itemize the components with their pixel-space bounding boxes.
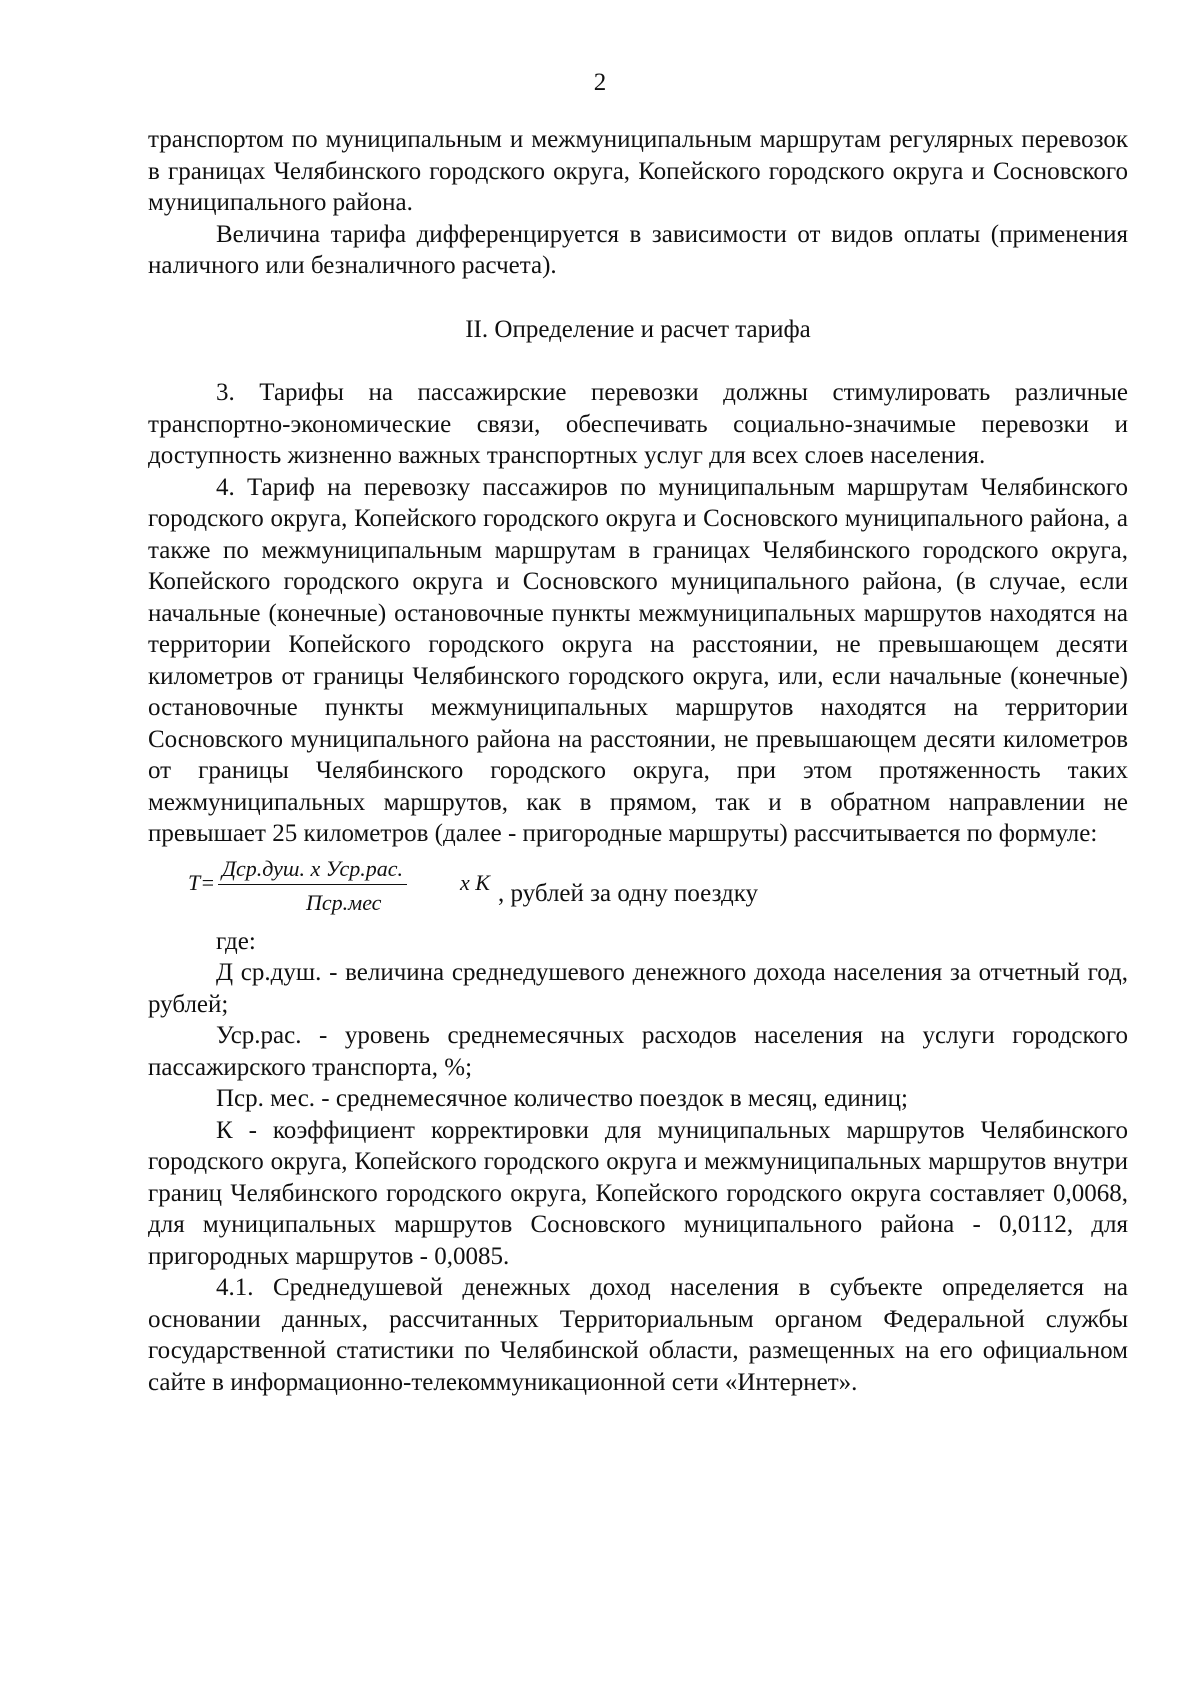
formula-denominator: Пср.мес [306, 889, 382, 915]
paragraph-clause-4: 4. Тариф на перевозку пассажиров по муниципальным маршрутам Челябинского городского округа, Копейского городского округа и Сосновского муниципального района, а также по межмуниципальным маршрутам в границах Челябинского городского округа, Копейского городского округа и Сосновского муниципального района, (в случае, если начальные (конечные) остановочные пункты межмуниципальных маршрутов находятся на территории Копейского городского округа на расстоянии, не превышающем десяти километров от границы Челябинского городского округа, или, если начальные (конечные) остановочные пункты межмуниципальных маршрутов находятся на территории Сосновского муниципального района на расстоянии, не превышающем десяти километров от границы Челябинского городского округа, при этом протяженность таких межмуниципальных маршрутов, как в прямом, так и в обратном направлении не превышает 25 километров (далее - пригородные маршруты) рассчитывается по формуле: [148, 473, 1128, 847]
definition-trips: Пср. мес. - среднемесячное количество поездок в месяц, единиц; [216, 1085, 908, 1112]
paragraph-continuation: транспортом по муниципальным и межмуниципальным маршрутам регулярных перевозок в границах Челябинского городского округа, Копейского городского округа и Сосновского муниципального района. [148, 126, 1128, 216]
formula-multiplier: x K [460, 869, 490, 895]
paragraph-tariff-differentiation: Величина тарифа дифференцируется в зависимости от видов оплаты (применения наличного или безналичного расчета). [148, 220, 1128, 279]
definition-income: Д ср.душ. - величина среднедушевого денежного дохода населения за отчетный год, рублей; [148, 959, 1128, 1018]
paragraph-clause-3: 3. Тарифы на пассажирские перевозки должны стимулировать различные транспортно-экономические связи, обеспечивать социально-значимые перевозки и доступность жизненно важных транспортных услуг для всех слоев населения. [148, 379, 1128, 469]
document-body [148, 124, 1128, 1398]
definition-coefficient: К - коэффициент корректировки для муниципальных маршрутов Челябинского городского округа, Копейского городского округа и межмуниципальных маршрутов внутри границ Челябинского городского округа, Копейского городского округа составляет 0,0068, для муниципальных маршрутов Сосновского муниципального района - 0,0112, для пригородных маршрутов - 0,0085. [148, 1116, 1128, 1270]
formula-row [148, 852, 1128, 926]
formula-numerator: Дср.душ. x Уср.рас. [218, 856, 407, 885]
definition-expenses: Уср.рас. - уровень среднемесячных расходов населения на услуги городского пассажирского транспорта, %; [148, 1022, 1128, 1081]
page-number: 2 [593, 69, 607, 96]
formula-unit-text: , рублей за одну поездку [498, 879, 759, 907]
formula-lhs: T= [188, 869, 216, 895]
where-label: где: [216, 927, 256, 955]
paragraph-clause-4-1: 4.1. Среднедушевой денежных доход населения в субъекте определяется на основании данных, рассчитанных Территориальным органом Федеральной службы государственной статистики по Челябинской области, размещенных на его официальном сайте в информационно-телекоммуникационной сети «Интернет». [148, 1274, 1128, 1396]
section-heading: II. Определение и расчет тарифа [465, 315, 811, 343]
